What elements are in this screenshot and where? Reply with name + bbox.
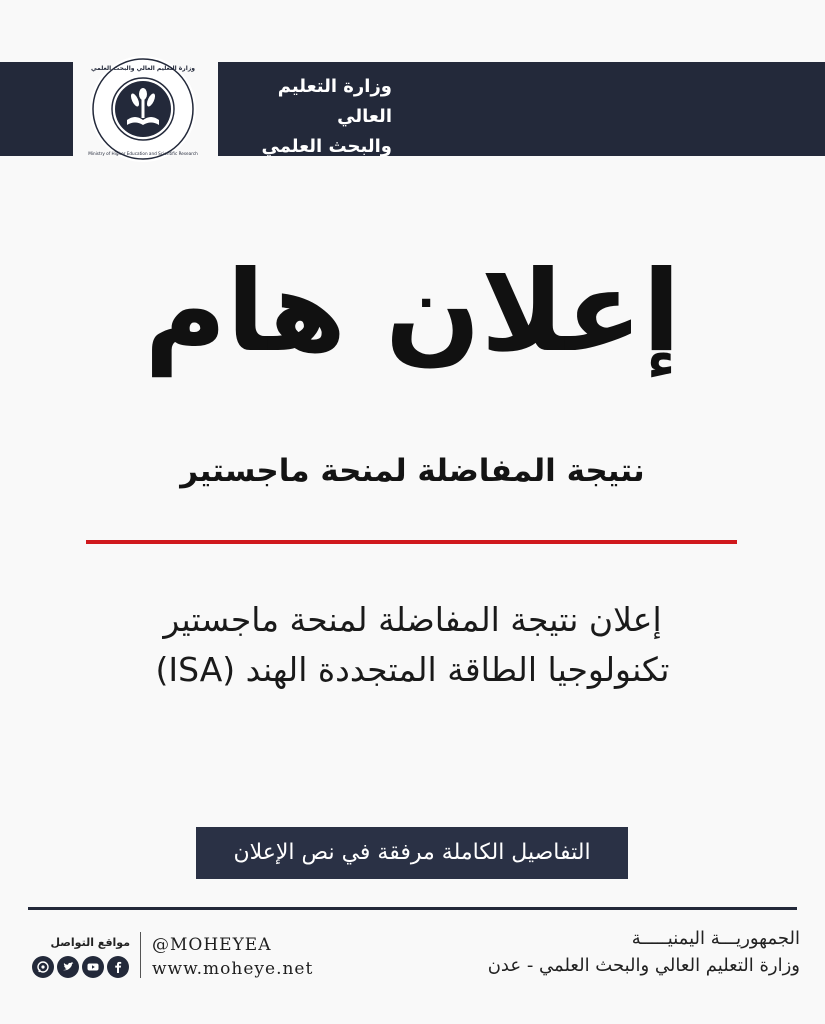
footer-website[interactable]: www.moheye.net xyxy=(152,959,314,979)
body-line-2: تكنولوجيا الطاقة المتجددة الهند (ISA) xyxy=(155,650,670,689)
red-divider xyxy=(86,540,737,544)
footer-separator xyxy=(140,932,141,978)
twitter-icon[interactable] xyxy=(57,956,79,978)
announcement-subtitle: نتيجة المفاضلة لمنحة ماجستير xyxy=(180,453,645,489)
header-bar-left xyxy=(0,62,73,156)
ministry-title xyxy=(232,72,392,157)
details-note-badge: التفاصيل الكاملة مرفقة في نص الإعلان xyxy=(196,827,628,879)
social-icons xyxy=(32,956,132,978)
logo-ring-text-en: Ministry of Higher Education and Scientific Research xyxy=(88,151,198,156)
ministry-title-line1: وزارة التعليم العالي xyxy=(277,76,392,127)
footer-handle[interactable]: @MOHEYEA xyxy=(152,935,272,955)
footer-contact xyxy=(152,933,322,983)
footer-ministry-location: وزارة التعليم العالي والبحث العلمي - عدن xyxy=(487,955,800,976)
ministry-title-line2: والبحث العلمي xyxy=(261,136,392,157)
footer-divider xyxy=(28,907,797,910)
body-line-1: إعلان نتيجة المفاضلة لمنحة ماجستير xyxy=(163,600,662,639)
footer-country: الجمهوريـــة اليمنيـــــة xyxy=(631,928,800,949)
announcement-body xyxy=(90,595,735,705)
footer-ministry-info xyxy=(430,925,800,985)
ministry-logo xyxy=(83,54,203,164)
youtube-icon[interactable] xyxy=(82,956,104,978)
announcement-headline: إعلان هام xyxy=(144,247,681,377)
whatsapp-icon[interactable] xyxy=(32,956,54,978)
social-label: مواقع التواصل xyxy=(50,936,130,949)
logo-ring-text: وزارة التعليم العالي والبحث العلمي xyxy=(90,65,196,72)
facebook-icon[interactable] xyxy=(107,956,129,978)
